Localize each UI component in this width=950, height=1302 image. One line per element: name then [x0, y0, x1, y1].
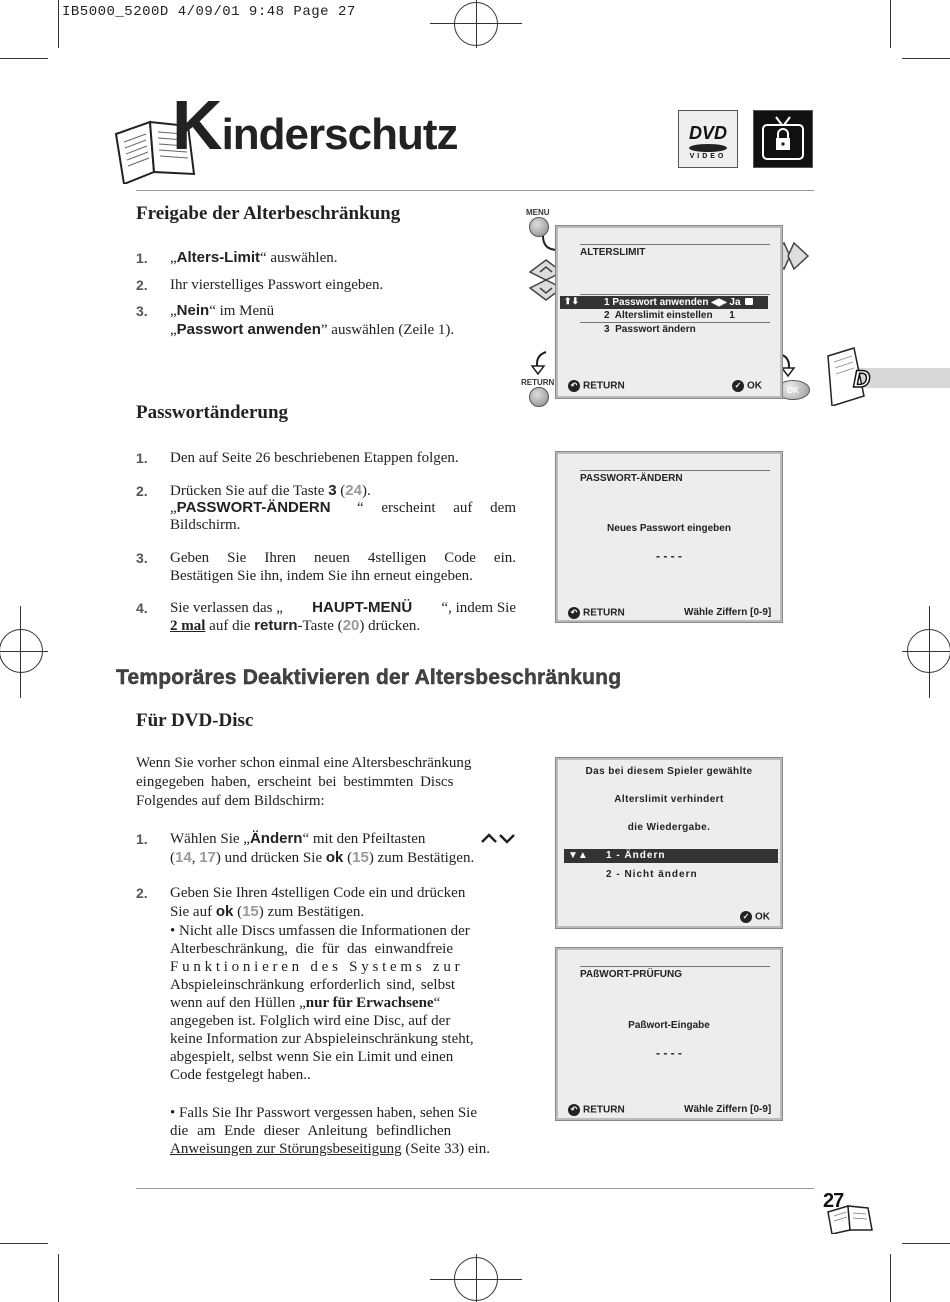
- tv-lock-icon: [754, 111, 812, 167]
- osd-title: ALTERSLIMIT: [580, 247, 646, 258]
- crop-mark: [476, 0, 477, 48]
- step-number: 3.: [136, 550, 148, 566]
- note-line: [170, 994, 440, 1012]
- text: (: [336, 483, 346, 499]
- crop-mark: [902, 1243, 950, 1244]
- note-line: • Nicht alle Discs umfassen die Informationen der: [170, 923, 470, 939]
- osd-message-line: Alterslimit verhindert: [614, 794, 724, 805]
- return-icon: ↶: [568, 607, 580, 619]
- video-logo-text: VIDEO: [689, 153, 727, 160]
- step-number: 2.: [136, 277, 148, 293]
- step-text: [170, 482, 371, 500]
- crop-mark: [0, 1243, 48, 1244]
- crop-mark: [0, 651, 48, 652]
- osd-divider: [580, 966, 770, 967]
- return-button[interactable]: [529, 387, 549, 407]
- step-text-line3: Bildschirm.: [170, 517, 241, 533]
- note-line: angegeben ist. Folglich wird eine Disc, auf der: [170, 1013, 451, 1029]
- intro-line: eingegeben haben, erscheint bei bestimmten Discs: [136, 774, 454, 790]
- text: -Taste (: [297, 618, 343, 634]
- osd-footer-label: RETURN: [583, 1104, 625, 1116]
- tv-lock-logo: [753, 110, 813, 168]
- key-label: ok: [325, 849, 344, 866]
- troubleshooting-link[interactable]: Anweisungen zur Störungsbeseitigung: [170, 1141, 402, 1157]
- osd-option-keep[interactable]: 2 - Nicht ändern: [606, 869, 698, 880]
- osd-row[interactable]: 3 Passwort ändern: [604, 324, 696, 335]
- step-text: Geben Sie Ihren neuen 4stelligen Code ein.: [170, 550, 516, 566]
- crop-mark: [929, 606, 930, 698]
- return-button-label: RETURN: [521, 378, 555, 387]
- text: auf die: [205, 618, 255, 634]
- note-line: keine Information zur Abspieleinschränkung steht,: [170, 1031, 474, 1047]
- step-text: Geben Sie Ihren 4stelligen Code ein und drücken: [170, 885, 466, 901]
- osd-message-line: Das bei diesem Spieler gewählte: [585, 766, 753, 777]
- page-title-rest: inderschutz: [221, 110, 458, 159]
- quote: „: [170, 250, 177, 266]
- crop-mark: [0, 58, 48, 59]
- keyword: HAUPT-MENÜ: [312, 599, 413, 616]
- ref-number: 15: [352, 849, 369, 866]
- osd-message-line: die Wiedergabe.: [627, 822, 711, 833]
- text: ) zum Bestätigen.: [368, 850, 475, 866]
- section-heading-password-change: Passwortänderung: [136, 402, 289, 423]
- page-title-initial: K: [172, 86, 222, 164]
- osd-option-change[interactable]: [564, 849, 778, 863]
- header-rule: [136, 190, 814, 191]
- subheading-dvd-disc: Für DVD-Disc: [136, 710, 254, 731]
- page-number: 27: [823, 1190, 844, 1212]
- note-line: abgespielt, selbst wenn Sie ein Limit und einen: [170, 1049, 454, 1065]
- crop-mark: [58, 1254, 59, 1302]
- quote: „: [170, 500, 177, 516]
- osd-footer-label: RETURN: [583, 380, 625, 392]
- crop-mark: [902, 58, 950, 59]
- osd-screen-password-check: [556, 948, 782, 1120]
- dvd-disc-text: [136, 754, 516, 1164]
- step-number: 1.: [136, 831, 148, 847]
- ref-number: 24: [345, 482, 362, 499]
- keyword: Ändern: [249, 830, 303, 847]
- step-text: [170, 302, 274, 320]
- release-steps: [136, 249, 516, 349]
- step-text: [170, 249, 337, 267]
- print-slug: IB5000_5200D 4/09/01 9:48 Page 27: [62, 4, 356, 20]
- step-text-line2: [170, 903, 364, 921]
- return-icon: ↶: [568, 1104, 580, 1116]
- keyword: Passwort anwenden: [176, 321, 321, 338]
- osd-row[interactable]: 2 Alterslimit einstellen 1: [604, 310, 735, 321]
- step-text-line2: [170, 499, 516, 517]
- text: (: [233, 904, 243, 920]
- note-line: F u n k t i o n i e r e n d e s S y s t e m s z u r: [170, 959, 460, 975]
- osd-footer-label: RETURN: [583, 607, 625, 619]
- page-title: [172, 86, 458, 164]
- osd-divider: [580, 244, 770, 245]
- step-number: 2.: [136, 885, 148, 901]
- step-text-line2: [170, 321, 454, 339]
- osd-row-selected[interactable]: [560, 296, 768, 309]
- step-text-rest: “ im Menü: [209, 303, 275, 319]
- check-icon: ✓: [740, 911, 752, 923]
- crop-mark: [890, 1254, 891, 1302]
- osd-option-label: 1 - Ändern: [606, 850, 666, 861]
- note-line: • Falls Sie Ihr Passwort vergessen haben, sehen Sie: [170, 1105, 478, 1121]
- text: ).: [361, 483, 371, 499]
- key-label: return: [254, 617, 298, 634]
- ref-number: 15: [242, 903, 259, 920]
- keyword: Nein: [176, 302, 210, 319]
- step-text: [170, 830, 425, 848]
- crop-mark: [20, 606, 21, 698]
- keyword: PASSWORT-ÄNDERN: [176, 499, 331, 516]
- ok-button[interactable]: OK: [776, 380, 810, 400]
- note-line: Alterbeschränkung, die für das einwandfreie: [170, 941, 453, 957]
- text: (: [343, 850, 353, 866]
- osd-divider: [580, 322, 770, 323]
- osd-footer-hint: Wähle Ziffern [0-9]: [684, 607, 772, 618]
- osd-footer-return[interactable]: [568, 380, 625, 392]
- osd-footer-ok[interactable]: [740, 911, 770, 923]
- step-number: 1.: [136, 450, 148, 466]
- ref-number: 14: [175, 849, 192, 866]
- osd-password-input[interactable]: - - - -: [656, 1046, 682, 1060]
- step-text-rest: “ auswählen.: [260, 250, 338, 266]
- osd-footer-return[interactable]: [568, 1104, 625, 1116]
- menu-button-label: MENU: [526, 208, 550, 217]
- note-line: Code festgelegt haben..: [170, 1067, 311, 1083]
- step-number: 4.: [136, 600, 148, 616]
- osd-screen-limit-warning: [556, 758, 782, 928]
- text: ) drücken.: [359, 618, 421, 634]
- text: Sie auf: [170, 904, 216, 920]
- text: “, indem Sie: [441, 600, 516, 616]
- note-line: Abspieleinschränkung erforderlich sind, selbst: [170, 977, 456, 993]
- quote: „: [170, 303, 177, 319]
- intro-line: Folgendes auf dem Bildschirm:: [136, 793, 325, 809]
- lock-icon: [745, 298, 753, 305]
- osd-password-input[interactable]: - - - -: [656, 549, 682, 563]
- text: [170, 499, 331, 517]
- footer-rule: [136, 1188, 814, 1189]
- osd-prompt: Paßwort-Eingabe: [628, 1020, 710, 1031]
- osd-arrow-icon: ⬆⬇: [564, 296, 580, 306]
- text: Sie verlassen das „: [170, 600, 283, 616]
- text: wenn auf den Hüllen „: [170, 995, 306, 1011]
- step-text-line2: [170, 849, 474, 867]
- text: “ erscheint auf dem: [356, 500, 516, 516]
- arrow-keys-icon: [480, 832, 516, 844]
- language-tab-letter: D: [853, 366, 871, 393]
- crop-mark: [58, 0, 59, 48]
- text: “: [433, 995, 441, 1011]
- underlined-text: 2 mal: [170, 618, 206, 634]
- osd-divider: [580, 470, 770, 471]
- crop-mark: [476, 1254, 477, 1302]
- osd-row-label: 1 Passwort anwenden ◀▶ Ja: [604, 297, 741, 308]
- section-heading-release: Freigabe der Alterbeschränkung: [136, 203, 401, 224]
- key-label: 3: [328, 482, 337, 499]
- crop-mark: [890, 0, 891, 48]
- step-number: 3.: [136, 303, 148, 319]
- text: Wählen Sie „: [170, 831, 250, 847]
- key-label: ok: [215, 903, 234, 920]
- text: Drücken Sie auf die Taste: [170, 483, 329, 499]
- return-icon: ↶: [568, 380, 580, 392]
- osd-title: PAßWORT-PRÜFUNG: [580, 969, 683, 980]
- osd-footer-label: OK: [747, 380, 762, 392]
- ref-number: 20: [342, 617, 360, 634]
- osd-screen-alterslimit: [556, 226, 782, 398]
- text: (Seite 33) ein.: [401, 1141, 490, 1157]
- osd-prompt: Neues Passwort eingeben: [607, 523, 731, 534]
- osd-divider: [580, 294, 770, 295]
- keyword: Alters-Limit: [176, 249, 261, 266]
- text: (: [170, 850, 175, 866]
- osd-title: PASSWORT-ÄNDERN: [580, 473, 683, 484]
- step-text: Den auf Seite 26 beschriebenen Etappen folgen.: [170, 450, 459, 466]
- dvd-disc-ellipse: [689, 144, 727, 152]
- quote: „: [170, 322, 177, 338]
- step-text-rest: ” auswählen (Zeile 1).: [320, 322, 455, 338]
- step-text: [170, 599, 516, 617]
- check-icon: ✓: [732, 380, 744, 392]
- note-line: [170, 1140, 490, 1158]
- ref-number: 17: [199, 849, 216, 866]
- osd-screen-password-change: [556, 452, 782, 622]
- dvd-video-logo: [678, 110, 738, 168]
- step-text-line2: [170, 617, 420, 635]
- osd-footer-return[interactable]: [568, 607, 625, 619]
- password-change-steps: [136, 449, 516, 639]
- osd-footer-ok[interactable]: [732, 380, 762, 392]
- osd-arrow-icon: ▼▲: [568, 850, 588, 861]
- text: ,: [191, 850, 200, 866]
- osd-footer-hint: Wähle Ziffern [0-9]: [684, 1104, 772, 1115]
- step-text: Ihr vierstelliges Passwort eingeben.: [170, 277, 384, 293]
- osd-footer-label: OK: [755, 911, 770, 923]
- crop-mark: [902, 651, 950, 652]
- text: “ mit den Pfeiltasten: [302, 831, 426, 847]
- text: ) und drücken Sie: [215, 850, 326, 866]
- step-number: 2.: [136, 483, 148, 499]
- dvd-logo-text: DVD: [688, 123, 727, 143]
- text: ) zum Bestätigen.: [258, 904, 365, 920]
- note-line: die am Ende dieser Anleitung befindlichen: [170, 1123, 452, 1139]
- bold-text: nur für Erwachsene: [305, 995, 434, 1011]
- section-heading-temporary-disable: Temporäres Deaktivieren der Altersbeschränkung: [116, 666, 622, 689]
- return-arrow-icon: [530, 350, 552, 376]
- step-number: 1.: [136, 250, 148, 266]
- step-text-line2: Bestätigen Sie ihn, indem Sie ihn erneut eingeben.: [170, 568, 473, 584]
- intro-line: Wenn Sie vorher schon einmal eine Altersbeschränkung: [136, 755, 472, 771]
